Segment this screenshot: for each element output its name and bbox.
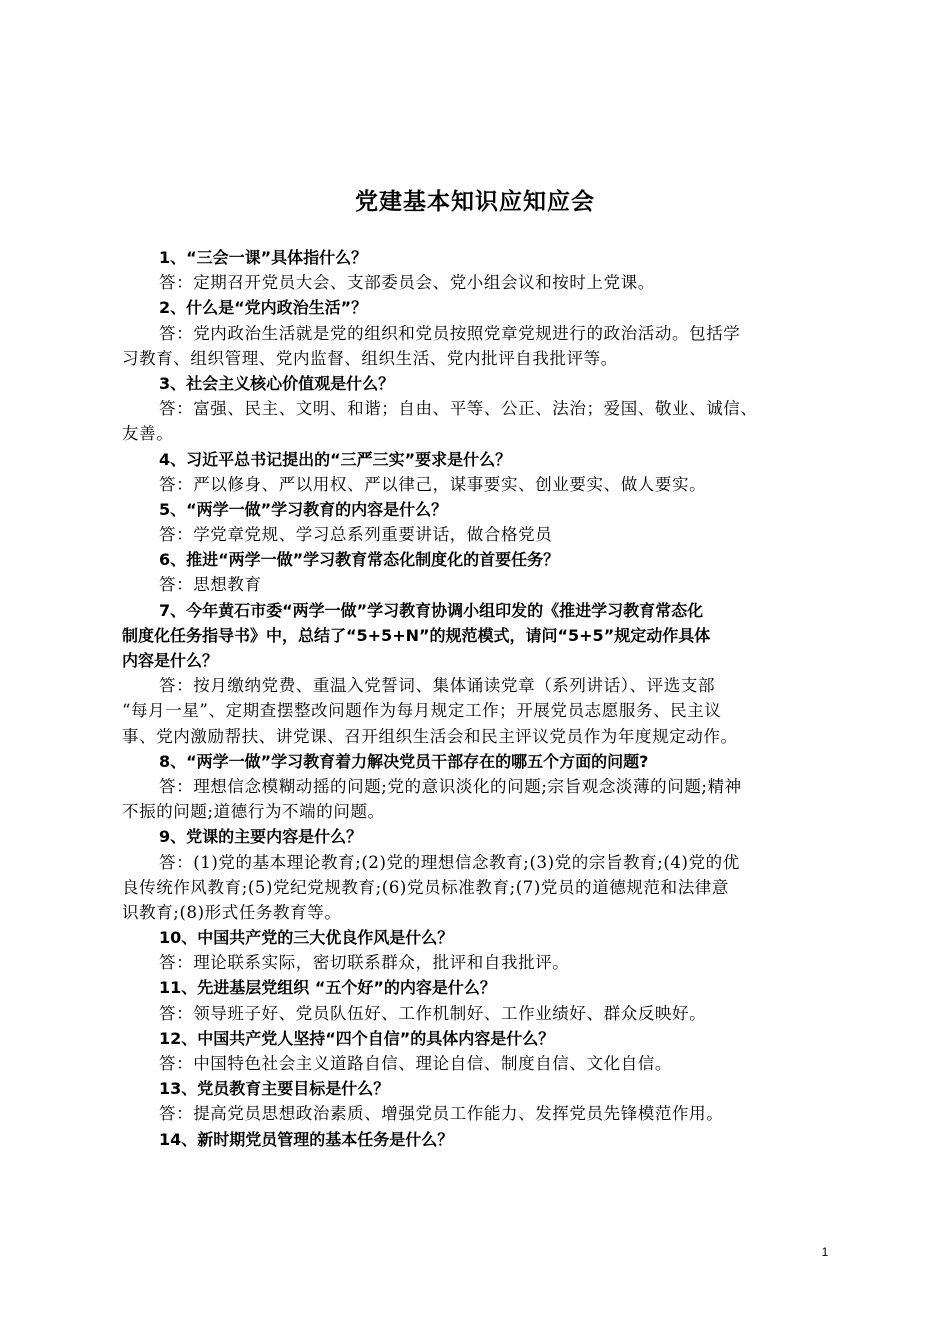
question-line: 6、推进“两学一做”学习教育常态化制度化的首要任务？ [159,550,560,570]
answer-line: 答：党内政治生活就是党的组织和党员按照党章党规进行的政治活动。包括学 [159,323,741,343]
answer-line: 答：定期召开党员大会、支部委员会、党小组会议和按时上党课。 [159,273,655,293]
question-line: 9、党课的主要内容是什么？ [159,827,363,847]
answer-line: 答：理论联系实际，密切联系群众，批评和自我批评。 [159,953,570,973]
answer-line: 答：领导班子好、党员队伍好、工作机制好、工作业绩好、群众反映好。 [159,1003,707,1023]
answer-line: 识教育;(8)形式任务教育等。 [122,902,342,922]
question-line: 13、党员教育主要目标是什么？ [159,1079,390,1099]
answer-line: 不振的问题;道德行为不端的问题。 [122,802,385,822]
answer-line: 良传统作风教育;(5)党纪党规教育;(6)党员标准教育;(7)党员的道德规范和法律意 [122,877,729,897]
question-line: 3、社会主义核心价值观是什么？ [159,373,395,393]
answer-line: 答：严以修身、严以用权、严以律己，谋事要实、创业要实、做人要实。 [159,474,707,494]
question-line: 11、先进基层党组织 “五个好”的内容是什么？ [159,978,496,998]
question-line: 内容是什么？ [122,651,219,670]
question-line: 1、“三会一课”具体指什么？ [159,248,368,267]
answer-line: 答：(1)党的基本理论教育;(2)党的理想信念教育;(3)党的宗旨教育;(4)党的优 [159,852,740,872]
question-line: 5、“两学一做”学习教育的内容是什么？ [159,499,448,519]
question-line: 制度化任务指导书》中，总结了“5+5+N”的规范模式，请问“5+5”规定动作具体 [122,625,711,645]
question-line: 8、“两学一做”学习教育着力解决党员干部存在的哪五个方面的问题? [159,751,649,771]
question-line: 4、习近平总书记提出的“三严三实”要求是什么？ [159,449,512,469]
document-body [122,245,834,1152]
question-line: 10、中国共产党的三大优良作风是什么？ [159,928,454,948]
answer-line: 事、党内激励帮扶、讲党课、召开组织生活会和民主评议党员作为年度规定动作。 [122,726,738,746]
answer-line: 答：学党章党规、学习总系列重要讲话，做合格党员 [159,525,553,545]
answer-line: 答：富强、民主、文明、和谐；自由、平等、公正、法治；爱国、敬业、诚信、 [159,399,758,419]
answer-line: 答：思想教育 [159,575,262,595]
question-line: 2、什么是“党内政治生活”？ [159,298,368,318]
document-title: 党建基本知识应知应会 [355,188,595,215]
answer-line: 友善。 [122,424,174,444]
answer-line: “每月一星”、定期查摆整改问题作为每月规定工作；开展党员志愿服务、民主议 [122,701,722,721]
answer-line: 答：提高党员思想政治素质、增强党员工作能力、发挥党员先锋模范作用。 [159,1104,724,1124]
question-line: 7、今年黄石市委“两学一做”学习教育协调小组印发的《推进学习教育常态化 [159,600,704,620]
question-line: 12、中国共产党人坚持“四个自信”的具体内容是什么？ [159,1028,555,1048]
answer-line: 答：中国特色社会主义道路自信、理论自信、制度自信、文化自信。 [159,1054,672,1073]
answer-line: 习教育、组织管理、党内监督、组织生活、党内批评自我批评等。 [122,348,618,368]
answer-line: 答：按月缴纳党费、重温入党誓词、集体诵读党章（系列讲话）、评选支部 [159,676,716,696]
question-line: 14、新时期党员管理的基本任务是什么？ [159,1129,454,1149]
answer-line: 答：理想信念模糊动摇的问题;党的意识淡化的问题;宗旨观念淡薄的问题;精神 [159,776,742,796]
page-number: 1 [821,1245,829,1259]
